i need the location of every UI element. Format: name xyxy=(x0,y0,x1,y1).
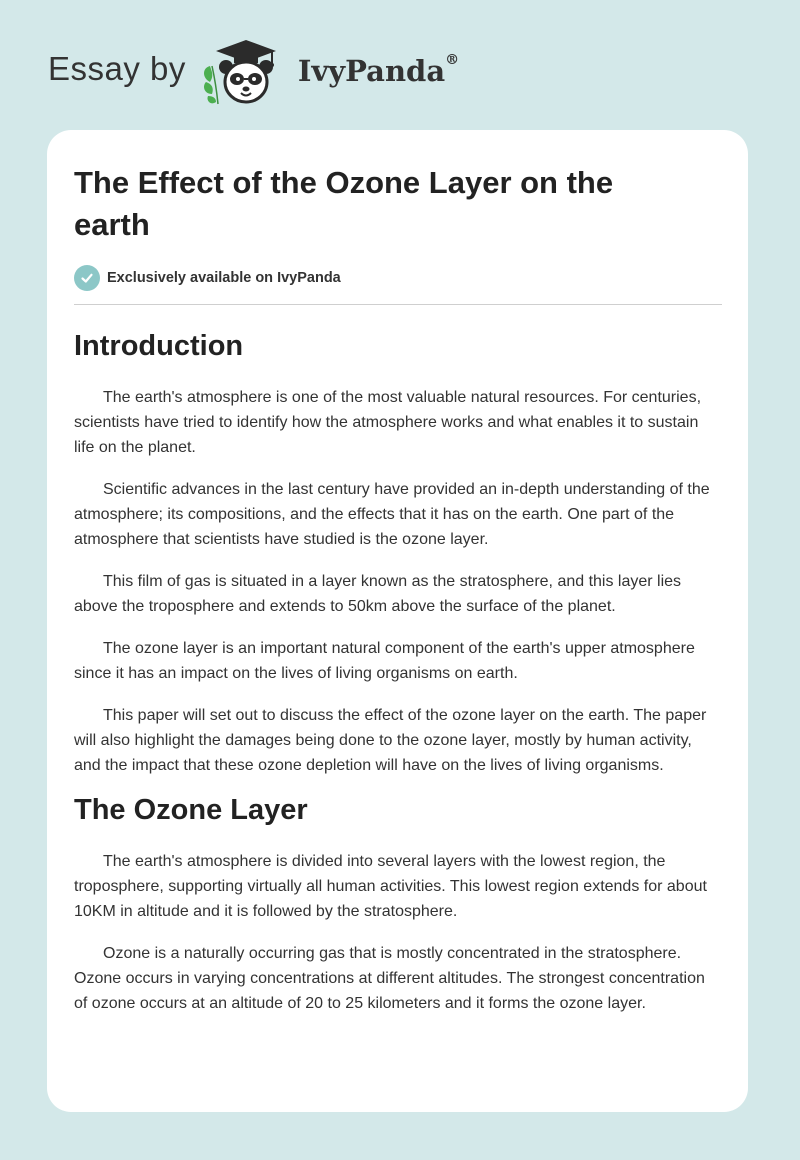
paragraph: This paper will set out to discuss the effect of the ozone layer on the earth. The paper will also highlight the damages being done to the ozone layer, mostly by human activity, and the impact that these ozone depletion will have on the lives of living organisms. xyxy=(74,707,707,774)
essay-card xyxy=(47,130,748,1112)
paragraph: This film of gas is situated in a layer known as the stratosphere, and this layer lies above the troposphere and extends to 50km above the surface of the planet. xyxy=(74,573,682,615)
paragraph: The earth's atmosphere is one of the most valuable natural resources. For centuries, scientists have tried to identify how the atmosphere works and what enables it to sustain life on the planet. xyxy=(74,389,702,456)
section-heading-introduction: Introduction xyxy=(74,330,244,362)
exclusive-label: Exclusively available on IvyPanda xyxy=(107,270,341,286)
section-ozone-layer xyxy=(74,849,722,1016)
section-heading-ozone-layer: The Ozone Layer xyxy=(74,794,308,826)
check-icon xyxy=(74,265,100,291)
exclusive-badge xyxy=(74,264,722,292)
paragraph: The earth's atmosphere is divided into several layers with the lowest region, the troposphere, supporting virtually all human activities. This lowest region extends for about 10KM in altitude and it is followed by the stratosphere. xyxy=(74,853,707,920)
page-title: The Effect of the Ozone Layer on the earth xyxy=(74,165,614,242)
paragraph: The ozone layer is an important natural component of the earth's upper atmosphere since it has an impact on the lives of living organisms on earth. xyxy=(74,640,695,682)
essay-by-label: Essay by xyxy=(48,50,186,87)
brand-text: IvyPanda xyxy=(297,54,446,88)
paragraph: Ozone is a naturally occurring gas that is mostly concentrated in the stratosphere. Ozone occurs in varying concentrations at different altitudes. The strongest concentration of ozone occurs at an altitude of 20 to 25 kilometers and it forms the ozone layer. xyxy=(74,945,705,1012)
brand-name[interactable] xyxy=(298,54,459,88)
site-header xyxy=(48,36,459,108)
title-divider xyxy=(74,304,722,305)
registered-mark: ® xyxy=(445,52,460,68)
paragraph: Scientific advances in the last century have provided an in-depth understanding of the atmosphere; its compositions, and the effects that it has on the earth. One part of the atmosphere that scientists have studied is the ozone layer. xyxy=(74,481,710,548)
section-introduction xyxy=(74,385,722,778)
ivypanda-logo-icon[interactable] xyxy=(198,36,294,108)
